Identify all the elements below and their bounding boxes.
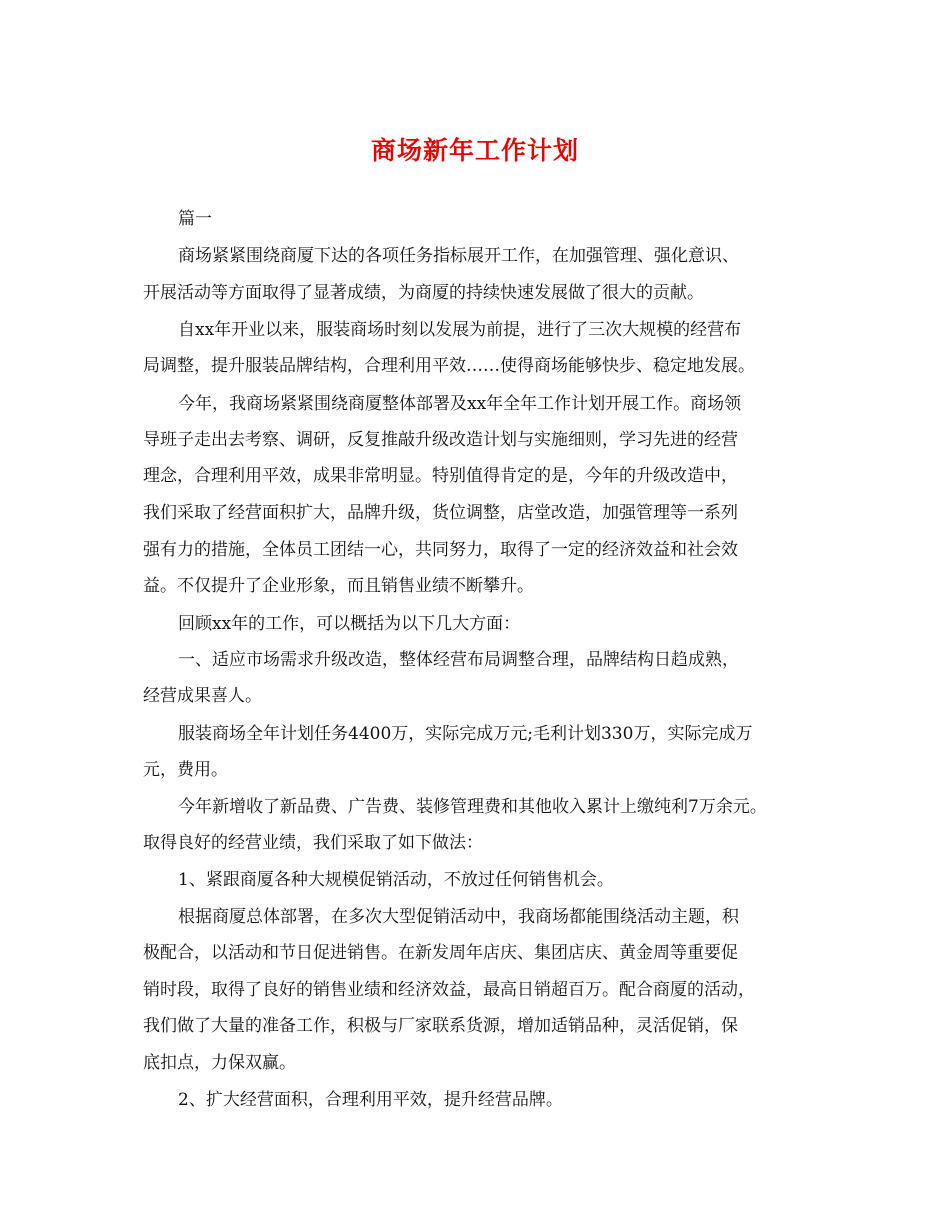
- paragraph-line: 开展活动等方面取得了显著成绩，为商厦的持续快速发展做了很大的贡献。: [143, 283, 704, 303]
- paragraph-line: 益。不仅提升了企业形象，而且销售业绩不断攀升。: [143, 576, 534, 596]
- document-title: 商场新年工作计划: [370, 136, 579, 165]
- paragraph-line: 我们采取了经营面积扩大，品牌升级，货位调整，店堂改造，加强管理等一系列: [143, 503, 738, 523]
- paragraph-line: 2、扩大经营面积，合理利用平效，提升经营品牌。: [178, 1090, 563, 1110]
- paragraph-line: 商场紧紧围绕商厦下达的各项任务指标展开工作，在加强管理、强化意识、: [178, 246, 739, 266]
- paragraph-line: 今年，我商场紧紧围绕商厦整体部署及xx年全年工作计划开展工作。商场领: [178, 394, 742, 414]
- paragraph-line: 根据商厦总体部署，在多次大型促销活动中，我商场都能围绕活动主题，积: [178, 907, 739, 927]
- paragraph-line: 1、紧跟商厦各种大规模促销活动，不放过任何销售机会。: [178, 870, 614, 890]
- paragraph-line: 底扣点，力保双赢。: [143, 1053, 296, 1073]
- paragraph-line: 篇一: [178, 209, 212, 229]
- paragraph-line: 今年新增收了新品费、广告费、装修管理费和其他收入累计上缴纯利7万余元。: [178, 797, 767, 817]
- paragraph-line: 回顾xx年的工作，可以概括为以下几大方面：: [178, 614, 521, 634]
- paragraph-line: 销时段，取得了良好的销售业绩和经济效益，最高日销超百万。配合商厦的活动，: [143, 980, 755, 1000]
- paragraph-line: 一、适应市场需求升级改造，整体经营布局调整合理，品牌结构日趋成熟，: [178, 650, 739, 670]
- paragraph-line: 自xx年开业以来，服装商场时刻以发展为前提，进行了三次大规模的经营布: [178, 320, 742, 340]
- paragraph-line: 导班子走出去考察、调研，反复推敲升级改造计划与实施细则，学习先进的经营: [143, 430, 738, 450]
- paragraph-line: 服装商场全年计划任务4400万，实际完成万元;毛利计划330万，实际完成万: [178, 724, 753, 744]
- paragraph-line: 经营成果喜人。: [143, 686, 262, 706]
- paragraph-line: 元，费用。: [143, 760, 228, 780]
- paragraph-line: 我们做了大量的准备工作，积极与厂家联系货源，增加适销品种，灵活促销，保: [143, 1016, 738, 1036]
- paragraph-line: 极配合，以活动和节日促进销售。在新发周年店庆、集团店庆、黄金周等重要促: [143, 943, 738, 963]
- paragraph-line: 局调整，提升服装品牌结构，合理利用平效……使得商场能够快步、稳定地发展。: [143, 356, 755, 376]
- paragraph-line: 强有力的措施，全体员工团结一心，共同努力，取得了一定的经济效益和社会效: [143, 540, 738, 560]
- paragraph-line: 取得良好的经营业绩，我们采取了如下做法：: [143, 833, 483, 853]
- paragraph-line: 理念，合理利用平效，成果非常明显。特别值得肯定的是，今年的升级改造中，: [143, 466, 738, 486]
